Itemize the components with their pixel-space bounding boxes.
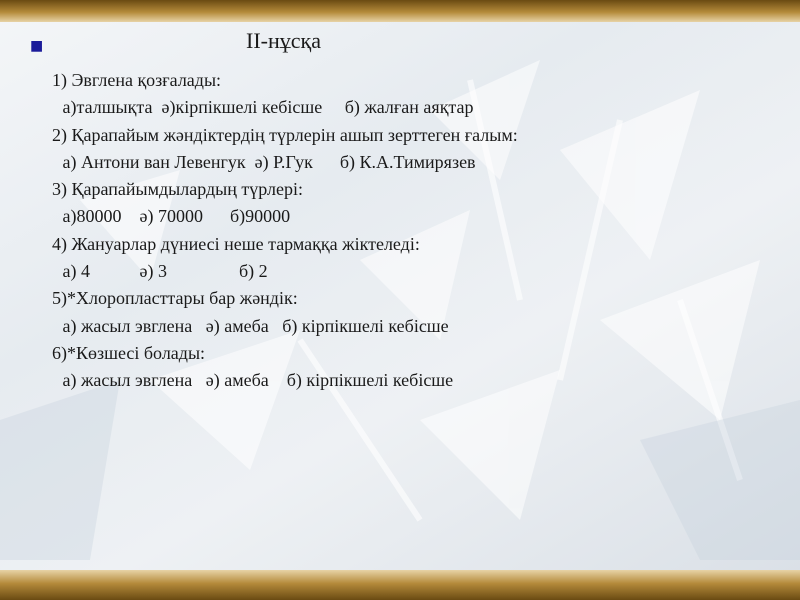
answers-1: а)талшықта ә)кірпікшелі кебісше б) жалған аяқтар [58,97,474,118]
question-6: 6)*Көзшесі болады: [52,342,206,363]
question-5: 5)*Хлоропласттары бар жәндік: [52,288,298,309]
answers-4: а) 4 ә) 3 б) 2 [58,261,268,282]
question-list [52,67,772,395]
question-3: 3) Қарапайымдылардың түрлері: [52,179,303,200]
answers-6: а) жасыл эвглена ә) амеба б) кірпікшелі кебісше [58,370,454,391]
question-1: 1) Эвглена қозғалады: [52,70,222,90]
answers-2: а) Антони ван Левенгук ә) Р.Гук б) К.А.Тимирязев [58,151,476,172]
bullet-icon: ■ [30,38,44,54]
question-4: 4) Жануарлар дүниесі неше тармаққа жіктеледі: [52,233,420,254]
question-2: 2) Қарапайым жәндіктердің түрлерін ашып зерттеген ғалым: [52,124,518,145]
answers-3: а)80000 ә) 70000 б)90000 [58,206,291,227]
slide-title: II-нұсқа [246,28,321,53]
answers-5: а) жасыл эвглена ә) амеба б) кірпікшелі кебісше [58,315,449,336]
bottom-gold-bar [0,570,800,600]
